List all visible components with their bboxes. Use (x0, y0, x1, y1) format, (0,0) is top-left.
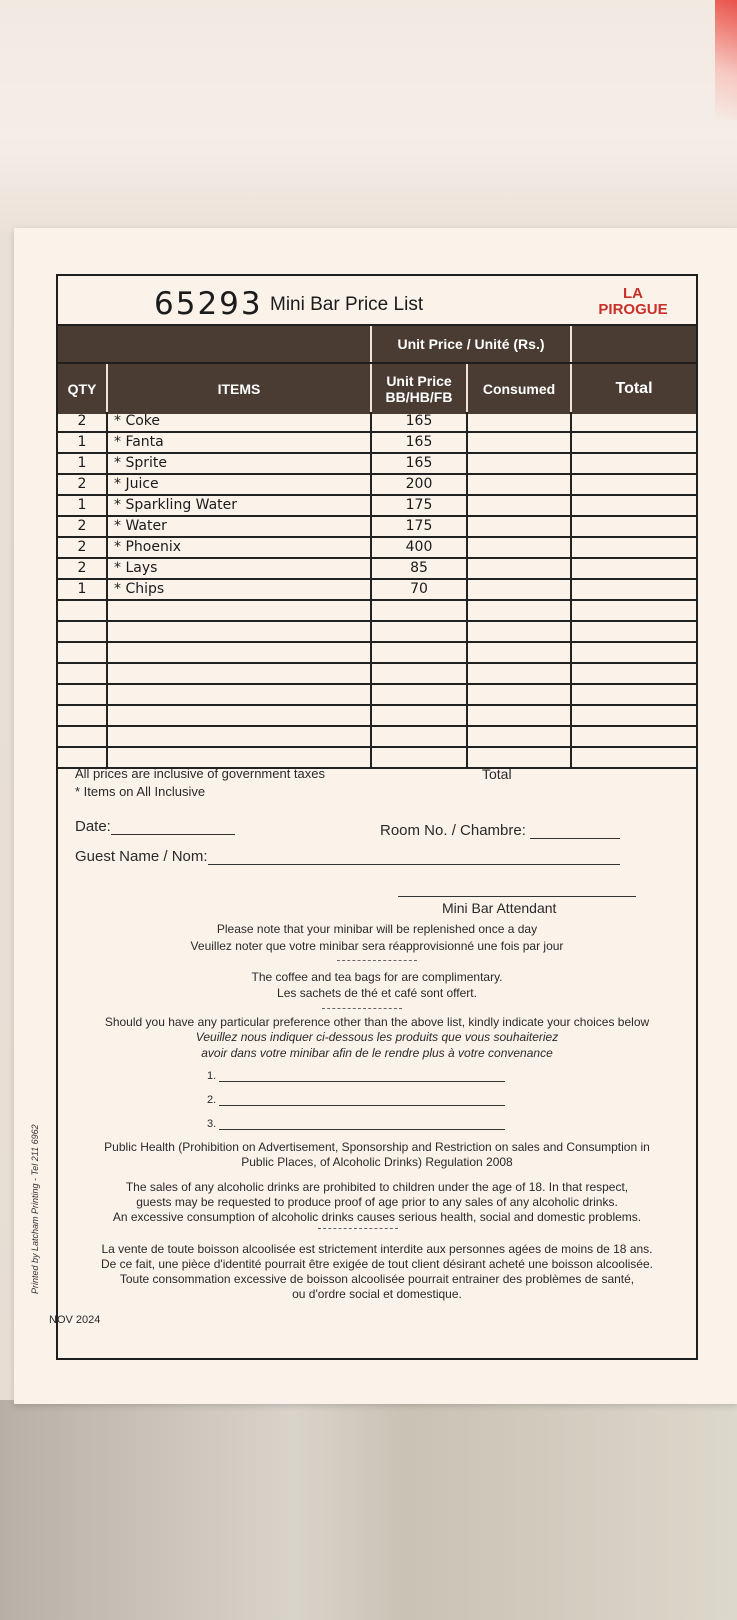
choice-2-field[interactable] (219, 1105, 505, 1106)
empty-table-row[interactable] (58, 685, 696, 706)
form-header (58, 276, 696, 324)
row-item: * Coke (114, 413, 161, 429)
alcohol-en-line3: An excessive consumption of alcoholic drinks causes serious health, social and domestic problems. (112, 1210, 642, 1224)
row-qty: 2 (77, 518, 87, 534)
col-unit-price-line1: Unit Price (386, 373, 452, 389)
preference-fr1: Veuillez nous indiquer ci-dessous les produits que vous souhaiteriez (195, 1030, 559, 1044)
empty-table-row[interactable] (58, 706, 696, 727)
choice-1 (207, 1070, 505, 1082)
choice-2-label: 2. (207, 1094, 217, 1106)
replenish-en: Please note that your minibar will be replenished once a day (216, 922, 538, 936)
row-item: * Chips (114, 581, 165, 597)
row-qty: 2 (77, 413, 87, 429)
room-field[interactable] (530, 838, 620, 839)
date-label: Date: (75, 818, 111, 835)
room-label: Room No. / Chambre: (380, 822, 526, 839)
row-price: 200 (405, 476, 433, 492)
form-number: 65293 (154, 286, 263, 322)
unit-price-group-label: Unit Price / Unité (Rs.) (397, 336, 545, 352)
preference-en: Should you have any particular preference other than the above list, kindly indicate your choices below (104, 1015, 650, 1029)
table-row (58, 538, 696, 559)
alcohol-en-line1: The sales of any alcoholic drinks are prohibited to children under the age of 18. In that respect, (125, 1180, 629, 1194)
brand-line1: LA (623, 285, 643, 302)
row-qty: 1 (77, 455, 87, 471)
edition-label: NOV 2024 (49, 1314, 101, 1326)
row-qty: 1 (77, 497, 87, 513)
row-item: * Sprite (114, 455, 167, 471)
empty-table-row[interactable] (58, 622, 696, 643)
guest-row (75, 848, 620, 865)
table-row (58, 559, 696, 580)
row-qty: 1 (77, 581, 87, 597)
row-price: 85 (410, 560, 428, 576)
table-row (58, 517, 696, 538)
printer-credit: Printed by Latcham Printing - Tel 211 6962 (30, 1124, 40, 1294)
choice-1-field[interactable] (219, 1081, 505, 1082)
guest-field[interactable] (208, 864, 620, 865)
row-item: * Lays (114, 560, 158, 576)
attendant-signature-line[interactable] (398, 896, 636, 897)
row-qty: 2 (77, 476, 87, 492)
preference-fr2: avoir dans votre minibar afin de le rendre plus à votre convenance (201, 1046, 553, 1060)
col-unit-price-line2: BB/HB/FB (385, 389, 453, 405)
unit-price-group-header (58, 324, 696, 362)
attendant-label: Mini Bar Attendant (442, 900, 557, 916)
row-item: * Sparkling Water (114, 497, 238, 513)
choice-1-label: 1. (207, 1070, 217, 1082)
table-row (58, 433, 696, 454)
choice-2 (207, 1094, 505, 1106)
alcohol-fr-line3: Toute consommation excessive de boisson alcoolisée pourrait entrainer des problèmes de santé, (119, 1272, 635, 1286)
row-price: 400 (405, 539, 433, 555)
empty-table-row[interactable] (58, 664, 696, 685)
inclusive-note: * Items on All Inclusive (75, 784, 206, 799)
row-qty: 1 (77, 434, 87, 450)
column-headers (58, 362, 696, 414)
row-item: * Phoenix (114, 539, 181, 555)
alcohol-en-line2: guests may be requested to produce proof of age prior to any sales of any alcoholic drinks. (136, 1195, 618, 1209)
empty-table-row[interactable] (58, 601, 696, 622)
row-qty: 2 (77, 560, 87, 576)
table-row (58, 496, 696, 517)
choice-3-field[interactable] (219, 1129, 505, 1130)
row-price: 165 (405, 455, 433, 471)
row-item: * Juice (114, 476, 159, 492)
row-price: 70 (410, 581, 428, 597)
alcohol-fr-line1: La vente de toute boisson alcoolisée est strictement interdite aux personnes agées de moins de 18 ans. (101, 1242, 653, 1256)
empty-table-row[interactable] (58, 643, 696, 664)
items-table (58, 412, 696, 769)
col-unit-price (372, 364, 466, 414)
row-price: 175 (405, 518, 433, 534)
table-row (58, 580, 696, 601)
replenish-fr: Veuillez noter que votre minibar sera réapprovisionné une fois par jour (190, 939, 564, 953)
date-row (75, 818, 235, 835)
row-price: 165 (405, 413, 433, 429)
table-row (58, 454, 696, 475)
alcohol-fr-line2: De ce fait, une pièce d'identité pourrait être exigée de tout client désirant acheté une boisson alcoolisée. (101, 1257, 653, 1271)
wooden-table-surface (0, 0, 737, 232)
regulation-line2: Public Places, of Alcoholic Drinks) Regulation 2008 (241, 1155, 513, 1169)
total-label: Total (482, 766, 512, 782)
col-qty: QTY (67, 381, 97, 397)
row-item: * Water (114, 518, 167, 534)
room-row (380, 822, 620, 839)
coffee-en: The coffee and tea bags for are complimentary. (251, 970, 503, 984)
choice-3 (207, 1118, 505, 1130)
col-total: Total (615, 380, 653, 397)
brand-line2: PIROGUE (598, 301, 668, 318)
col-consumed: Consumed (482, 381, 556, 397)
col-items: ITEMS (217, 381, 261, 397)
empty-table-row[interactable] (58, 727, 696, 748)
row-qty: 2 (77, 539, 87, 555)
table-row (58, 412, 696, 433)
row-item: * Fanta (114, 434, 164, 450)
fabric-background (0, 1400, 737, 1620)
red-object-edge (715, 0, 737, 120)
row-price: 175 (405, 497, 433, 513)
choice-3-label: 3. (207, 1118, 217, 1130)
brand-logo (588, 286, 678, 318)
table-row (58, 475, 696, 496)
date-field[interactable] (111, 834, 235, 835)
coffee-fr: Les sachets de thé et café sont offert. (277, 986, 477, 1000)
row-price: 165 (405, 434, 433, 450)
regulation-line1: Public Health (Prohibition on Advertisement, Sponsorship and Restriction on sales and Consumption in (104, 1140, 650, 1154)
form-title: Mini Bar Price List (270, 294, 424, 315)
guest-label: Guest Name / Nom: (75, 848, 208, 865)
tax-note: All prices are inclusive of government taxes (75, 766, 326, 781)
alcohol-fr-line4: ou d'ordre social et domestique. (292, 1287, 462, 1301)
